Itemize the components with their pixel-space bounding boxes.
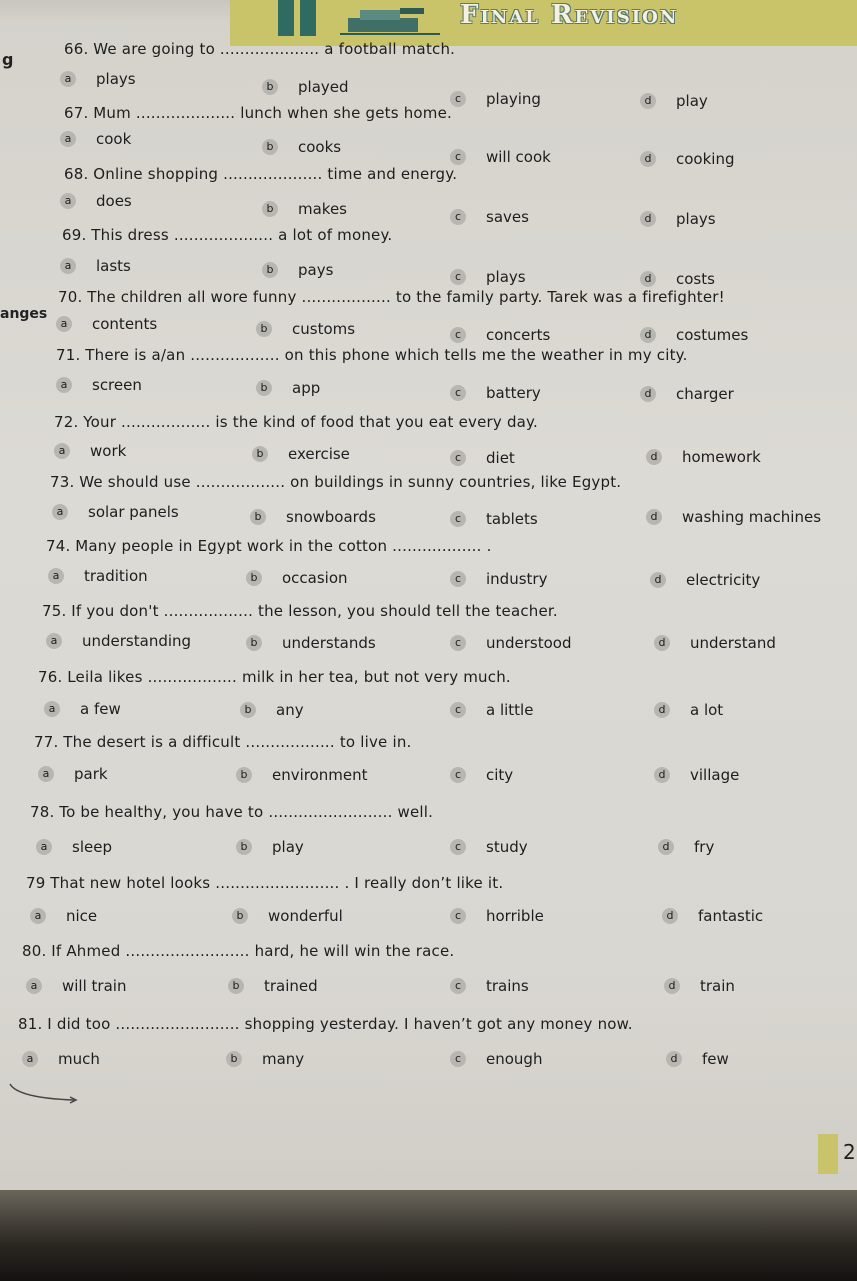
option-c[interactable] bbox=[450, 977, 529, 995]
option-b[interactable] bbox=[240, 701, 304, 719]
option-letter-badge: c bbox=[450, 767, 466, 783]
question-14 bbox=[22, 942, 454, 960]
question-text: If Ahmed ......................... hard, he will win the race. bbox=[51, 942, 455, 960]
question-8 bbox=[46, 537, 492, 555]
option-text: tradition bbox=[84, 567, 148, 585]
option-text: play bbox=[272, 838, 304, 856]
option-c[interactable] bbox=[450, 384, 541, 402]
option-d[interactable] bbox=[640, 385, 734, 403]
option-letter-badge: a bbox=[56, 316, 72, 332]
option-letter-badge: b bbox=[256, 321, 272, 337]
option-text: app bbox=[292, 379, 321, 397]
option-text: train bbox=[700, 977, 735, 995]
option-d[interactable] bbox=[640, 270, 715, 288]
option-letter-badge: c bbox=[450, 209, 466, 225]
option-letter-badge: b bbox=[252, 446, 268, 462]
question-0 bbox=[64, 40, 455, 58]
option-text: understands bbox=[282, 634, 376, 652]
option-text: playing bbox=[486, 90, 541, 108]
option-a[interactable] bbox=[46, 632, 191, 650]
option-c[interactable] bbox=[450, 268, 526, 286]
option-c[interactable] bbox=[450, 907, 544, 925]
option-text: tablets bbox=[486, 510, 538, 528]
question-text: I did too ......................... shopping yesterday. I haven’t got any money now. bbox=[47, 1015, 633, 1033]
option-letter-badge: a bbox=[60, 71, 76, 87]
option-text: homework bbox=[682, 448, 761, 466]
option-a[interactable] bbox=[52, 503, 179, 521]
option-letter-badge: b bbox=[250, 509, 266, 525]
option-b[interactable] bbox=[246, 569, 348, 587]
option-text: nice bbox=[66, 907, 98, 925]
option-d[interactable] bbox=[646, 448, 761, 466]
option-a[interactable] bbox=[30, 907, 97, 925]
option-text: much bbox=[58, 1050, 100, 1068]
option-c[interactable] bbox=[450, 510, 538, 528]
option-letter-badge: a bbox=[54, 443, 70, 459]
option-letter-badge: d bbox=[664, 978, 680, 994]
option-b[interactable] bbox=[226, 1050, 304, 1068]
option-c[interactable] bbox=[450, 570, 547, 588]
question-text: Online shopping .................... time and energy. bbox=[93, 165, 458, 183]
option-letter-badge: b bbox=[246, 570, 262, 586]
option-text: sleep bbox=[72, 838, 112, 856]
option-a[interactable] bbox=[36, 838, 112, 856]
option-text: study bbox=[486, 838, 528, 856]
question-text: Many people in Egypt work in the cotton .................. . bbox=[75, 537, 492, 555]
option-c[interactable] bbox=[450, 449, 515, 467]
option-letter-badge: c bbox=[450, 385, 466, 401]
option-text: will train bbox=[62, 977, 127, 995]
option-letter-badge: d bbox=[646, 449, 662, 465]
option-text: plays bbox=[96, 70, 136, 88]
option-a[interactable] bbox=[60, 70, 136, 88]
option-a[interactable] bbox=[60, 130, 131, 148]
question-text: We should use .................. on buildings in sunny countries, like Egypt. bbox=[79, 473, 622, 491]
option-text: saves bbox=[486, 208, 529, 226]
question-6 bbox=[54, 413, 538, 431]
option-c[interactable] bbox=[450, 838, 528, 856]
option-text: does bbox=[96, 192, 132, 210]
option-text: enough bbox=[486, 1050, 543, 1068]
option-text: village bbox=[690, 766, 740, 784]
option-text: industry bbox=[486, 570, 548, 588]
option-text: contents bbox=[92, 315, 158, 333]
option-text: pays bbox=[298, 261, 334, 279]
question-2 bbox=[64, 165, 457, 183]
option-letter-badge: b bbox=[262, 79, 278, 95]
option-a[interactable] bbox=[38, 765, 108, 783]
option-letter-badge: a bbox=[26, 978, 42, 994]
option-text: screen bbox=[92, 376, 142, 394]
option-letter-badge: a bbox=[52, 504, 68, 520]
option-letter-badge: c bbox=[450, 571, 466, 587]
question-text: To be healthy, you have to ......................... well. bbox=[59, 803, 434, 821]
option-letter-badge: c bbox=[450, 149, 466, 165]
option-letter-badge: b bbox=[262, 201, 278, 217]
question-text: That new hotel looks ......................... . I really don’t like it. bbox=[50, 874, 504, 892]
option-letter-badge: a bbox=[38, 766, 54, 782]
question-text: We are going to .................... a football match. bbox=[93, 40, 456, 58]
option-letter-badge: c bbox=[450, 908, 466, 924]
question-text: Mum .................... lunch when she gets home. bbox=[93, 104, 453, 122]
option-d[interactable] bbox=[640, 92, 708, 110]
option-letter-badge: d bbox=[640, 151, 656, 167]
option-letter-badge: b bbox=[256, 380, 272, 396]
header-bars bbox=[278, 0, 322, 40]
question-4 bbox=[58, 288, 725, 306]
question-number: 66. bbox=[64, 40, 89, 58]
option-letter-badge: b bbox=[246, 635, 262, 651]
option-b[interactable] bbox=[262, 138, 341, 156]
question-5 bbox=[56, 346, 688, 364]
option-letter-badge: a bbox=[60, 193, 76, 209]
option-letter-badge: d bbox=[654, 767, 670, 783]
option-text: washing machines bbox=[682, 508, 822, 526]
question-text: The children all wore funny .................. to the family party. Tarek was a firefighter! bbox=[87, 288, 725, 306]
option-letter-badge: d bbox=[654, 702, 670, 718]
option-letter-badge: a bbox=[22, 1051, 38, 1067]
question-text: The desert is a difficult .................. to live in. bbox=[63, 733, 412, 751]
header-left-strip bbox=[0, 0, 230, 22]
option-text: solar panels bbox=[88, 503, 179, 521]
header-illustration-icon bbox=[340, 4, 440, 38]
option-letter-badge: d bbox=[640, 327, 656, 343]
option-d[interactable] bbox=[650, 571, 760, 589]
option-text: battery bbox=[486, 384, 541, 402]
option-letter-badge: b bbox=[262, 262, 278, 278]
option-text: snowboards bbox=[286, 508, 376, 526]
question-number: 76. bbox=[38, 668, 63, 686]
option-text: a few bbox=[80, 700, 121, 718]
option-a[interactable] bbox=[56, 315, 157, 333]
option-letter-badge: d bbox=[640, 386, 656, 402]
option-text: customs bbox=[292, 320, 356, 338]
option-b[interactable] bbox=[262, 78, 349, 96]
option-d[interactable] bbox=[646, 508, 821, 526]
option-text: a lot bbox=[690, 701, 724, 719]
option-text: city bbox=[486, 766, 514, 784]
option-letter-badge: c bbox=[450, 450, 466, 466]
option-d[interactable] bbox=[662, 907, 763, 925]
option-text: environment bbox=[272, 766, 368, 784]
option-c[interactable] bbox=[450, 701, 533, 719]
option-b[interactable] bbox=[262, 200, 347, 218]
option-d[interactable] bbox=[654, 634, 776, 652]
margin-label-mid: anges bbox=[0, 306, 48, 322]
option-letter-badge: d bbox=[646, 509, 662, 525]
question-number: 75. bbox=[42, 602, 67, 620]
option-text: understood bbox=[486, 634, 572, 652]
option-text: many bbox=[262, 1050, 305, 1068]
question-7 bbox=[50, 473, 621, 491]
option-text: work bbox=[90, 442, 127, 460]
option-b[interactable] bbox=[236, 766, 368, 784]
page-title: Final Revision bbox=[460, 0, 679, 30]
option-text: cooks bbox=[298, 138, 342, 156]
option-text: lasts bbox=[96, 257, 131, 275]
option-text: plays bbox=[486, 268, 526, 286]
option-a[interactable] bbox=[56, 376, 142, 394]
question-text: Your .................. is the kind of food that you eat every day. bbox=[83, 413, 538, 431]
option-text: fantastic bbox=[698, 907, 764, 925]
option-d[interactable] bbox=[658, 838, 714, 856]
option-text: wonderful bbox=[268, 907, 343, 925]
option-letter-badge: c bbox=[450, 635, 466, 651]
question-3 bbox=[62, 226, 392, 244]
option-b[interactable] bbox=[256, 320, 355, 338]
option-a[interactable] bbox=[60, 192, 132, 210]
question-number: 71. bbox=[56, 346, 81, 364]
option-c[interactable] bbox=[450, 90, 541, 108]
option-letter-badge: b bbox=[236, 767, 252, 783]
option-letter-badge: c bbox=[450, 1051, 466, 1067]
option-text: fry bbox=[694, 838, 715, 856]
question-9 bbox=[42, 602, 558, 620]
option-a[interactable] bbox=[54, 442, 126, 460]
question-number: 81. bbox=[18, 1015, 43, 1033]
option-text: will cook bbox=[486, 148, 551, 166]
question-text: Leila likes .................. milk in her tea, but not very much. bbox=[67, 668, 511, 686]
option-d[interactable] bbox=[640, 326, 748, 344]
option-b[interactable] bbox=[232, 907, 343, 925]
option-d[interactable] bbox=[640, 150, 734, 168]
option-text: makes bbox=[298, 200, 347, 218]
option-text: charger bbox=[676, 385, 734, 403]
option-text: costumes bbox=[676, 326, 749, 344]
option-letter-badge: a bbox=[30, 908, 46, 924]
option-letter-badge: d bbox=[654, 635, 670, 651]
option-text: exercise bbox=[288, 445, 350, 463]
corner-arrow-icon bbox=[8, 1082, 78, 1104]
option-text: occasion bbox=[282, 569, 348, 587]
option-letter-badge: a bbox=[60, 258, 76, 274]
option-letter-badge: c bbox=[450, 91, 466, 107]
option-letter-badge: b bbox=[240, 702, 256, 718]
option-letter-badge: c bbox=[450, 269, 466, 285]
option-text: electricity bbox=[686, 571, 761, 589]
question-text: This dress .................... a lot of money. bbox=[91, 226, 393, 244]
option-letter-badge: c bbox=[450, 978, 466, 994]
question-number: 69. bbox=[62, 226, 87, 244]
option-text: diet bbox=[486, 449, 515, 467]
option-d[interactable] bbox=[654, 701, 723, 719]
option-text: understand bbox=[690, 634, 776, 652]
option-letter-badge: b bbox=[226, 1051, 242, 1067]
option-letter-badge: d bbox=[666, 1051, 682, 1067]
question-10 bbox=[38, 668, 511, 686]
margin-label-top: g bbox=[2, 50, 14, 69]
option-letter-badge: d bbox=[640, 211, 656, 227]
option-a[interactable] bbox=[48, 567, 148, 585]
option-text: a little bbox=[486, 701, 534, 719]
option-letter-badge: a bbox=[60, 131, 76, 147]
option-letter-badge: c bbox=[450, 511, 466, 527]
option-c[interactable] bbox=[450, 208, 529, 226]
option-a[interactable] bbox=[60, 257, 131, 275]
option-c[interactable] bbox=[450, 1050, 542, 1068]
option-b[interactable] bbox=[256, 379, 320, 397]
option-b[interactable] bbox=[262, 261, 333, 279]
question-number: 78. bbox=[30, 803, 55, 821]
question-1 bbox=[64, 104, 452, 122]
question-15 bbox=[18, 1015, 633, 1033]
page-bottom-shadow bbox=[0, 1190, 857, 1281]
option-d[interactable] bbox=[666, 1050, 729, 1068]
option-letter-badge: d bbox=[658, 839, 674, 855]
option-letter-badge: b bbox=[232, 908, 248, 924]
option-b[interactable] bbox=[246, 634, 376, 652]
option-letter-badge: c bbox=[450, 702, 466, 718]
option-text: park bbox=[74, 765, 108, 783]
option-d[interactable] bbox=[640, 210, 716, 228]
question-13 bbox=[26, 874, 503, 892]
option-letter-badge: a bbox=[46, 633, 62, 649]
question-number: 72. bbox=[54, 413, 79, 431]
option-text: cook bbox=[96, 130, 132, 148]
option-b[interactable] bbox=[236, 838, 304, 856]
option-text: play bbox=[676, 92, 708, 110]
option-letter-badge: d bbox=[640, 93, 656, 109]
option-c[interactable] bbox=[450, 634, 572, 652]
option-a[interactable] bbox=[22, 1050, 100, 1068]
option-letter-badge: b bbox=[262, 139, 278, 155]
page-number-tab bbox=[818, 1134, 838, 1174]
option-d[interactable] bbox=[654, 766, 739, 784]
question-number: 68. bbox=[64, 165, 89, 183]
option-text: played bbox=[298, 78, 349, 96]
option-c[interactable] bbox=[450, 326, 550, 344]
question-number: 79 bbox=[26, 874, 46, 892]
option-letter-badge: c bbox=[450, 839, 466, 855]
option-text: plays bbox=[676, 210, 716, 228]
option-text: costs bbox=[676, 270, 715, 288]
option-d[interactable] bbox=[664, 977, 735, 995]
option-b[interactable] bbox=[228, 977, 318, 995]
option-letter-badge: b bbox=[228, 978, 244, 994]
question-number: 73. bbox=[50, 473, 75, 491]
option-text: horrible bbox=[486, 907, 544, 925]
option-text: any bbox=[276, 701, 304, 719]
option-letter-badge: a bbox=[36, 839, 52, 855]
option-letter-badge: c bbox=[450, 327, 466, 343]
option-b[interactable] bbox=[250, 508, 376, 526]
option-letter-badge: d bbox=[662, 908, 678, 924]
question-number: 67. bbox=[64, 104, 89, 122]
option-c[interactable] bbox=[450, 148, 551, 166]
question-text: There is a/an .................. on this phone which tells me the weather in my city. bbox=[85, 346, 688, 364]
option-b[interactable] bbox=[252, 445, 350, 463]
question-number: 77. bbox=[34, 733, 59, 751]
option-letter-badge: a bbox=[48, 568, 64, 584]
option-c[interactable] bbox=[450, 766, 513, 784]
option-a[interactable] bbox=[44, 700, 121, 718]
option-text: understanding bbox=[82, 632, 192, 650]
option-letter-badge: b bbox=[236, 839, 252, 855]
question-12 bbox=[30, 803, 433, 821]
question-number: 80. bbox=[22, 942, 47, 960]
option-text: trains bbox=[486, 977, 529, 995]
option-text: cooking bbox=[676, 150, 735, 168]
question-number: 74. bbox=[46, 537, 71, 555]
option-a[interactable] bbox=[26, 977, 126, 995]
option-letter-badge: d bbox=[640, 271, 656, 287]
option-letter-badge: a bbox=[56, 377, 72, 393]
question-11 bbox=[34, 733, 412, 751]
question-number: 70. bbox=[58, 288, 83, 306]
option-text: trained bbox=[264, 977, 318, 995]
option-text: few bbox=[702, 1050, 729, 1068]
question-text: If you don't .................. the lesson, you should tell the teacher. bbox=[71, 602, 558, 620]
option-letter-badge: d bbox=[650, 572, 666, 588]
page-number: 2 bbox=[843, 1140, 856, 1164]
option-text: concerts bbox=[486, 326, 551, 344]
option-letter-badge: a bbox=[44, 701, 60, 717]
